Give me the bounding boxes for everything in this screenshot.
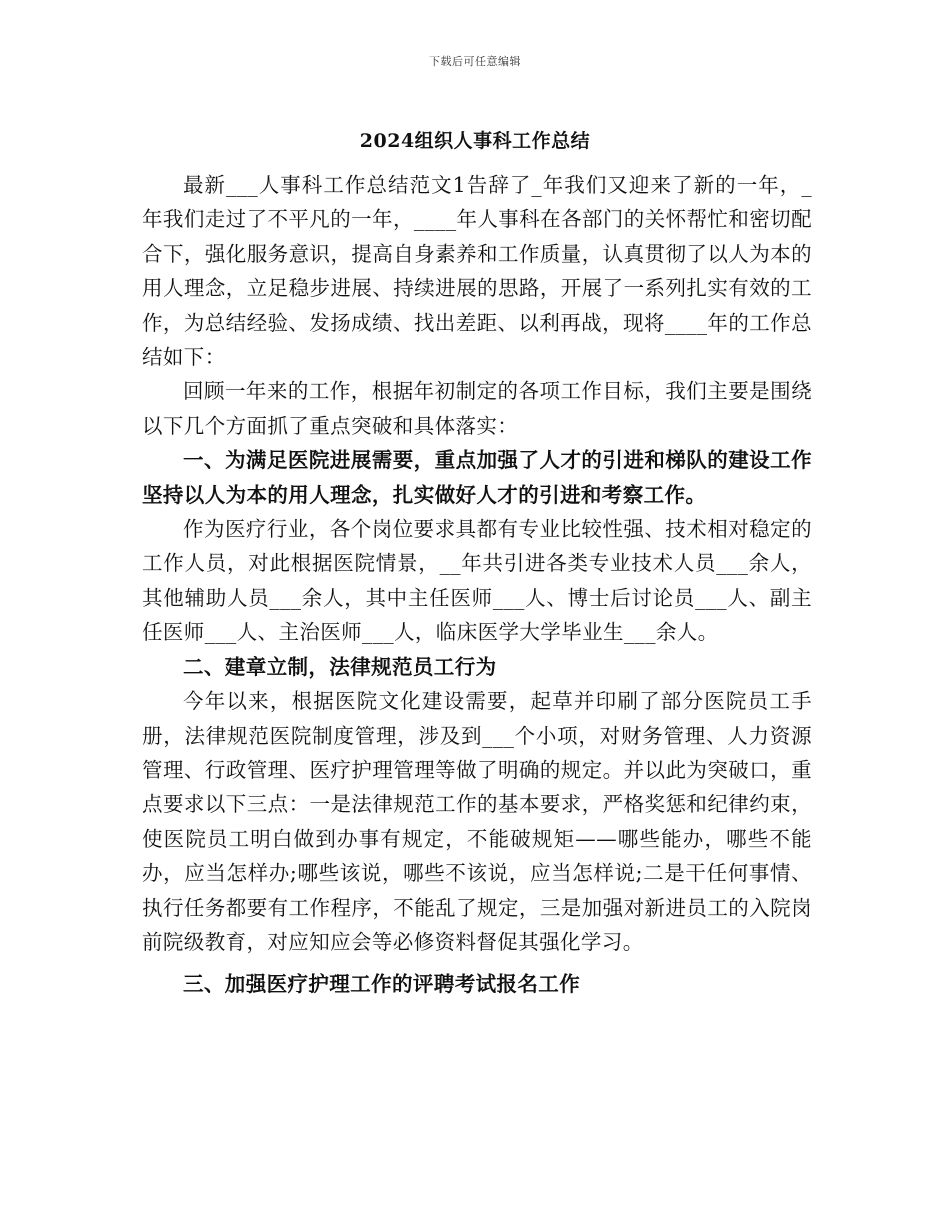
document-title: 2024组织人事科工作总结: [359, 130, 591, 152]
section-2-paragraph: 今年以来，根据医院文化建设需要，起草并印刷了部分医院员工手册，法律规范医院制度管理，涉及到___个小项，对财务管理、人力资源管理、行政管理、医疗护理管理等做了明确的规定。并以此为突破口，重点要求以下三点：一是法律规范工作的基本要求，严格奖惩和纪律约束，使医院员工明白做到办事有规定，不能破规矩——哪些能办，哪些不能办，应当怎样办;哪些该说，哪些不该说，应当怎样说;二是干任何事情、执行任务都要有工作程序，不能乱了规定，三是加强对新进员工的入院岗前院级教育，对应知应会等必修资料督促其强化学习。: [142, 689, 812, 954]
section-heading-2: 二、建章立制，法律规范员工行为: [183, 654, 497, 679]
intro-paragraph: 最新___人事科工作总结范文1告辞了_年我们又迎来了新的一年，_年我们走过了不平凡的一年，____年人事科在各部门的关怀帮忙和密切配合下，强化服务意识，提高自身素养和工作质量，认真贯彻了以人为本的用人理念，立足稳步进展、持续进展的思路，开展了一系列扎实有效的工作，为总结经验、发扬成绩、找出差距、以利再战，现将____年的工作总结如下：: [142, 173, 812, 370]
header-note: 下载后可任意编辑: [429, 55, 521, 68]
document-body: [142, 168, 812, 1002]
review-paragraph: 回顾一年来的工作，根据年初制定的各项工作目标，我们主要是围绕以下几个方面抓了重点突破和具体落实：: [142, 379, 812, 438]
section-heading-3: 三、加强医疗护理工作的评聘考试报名工作: [183, 972, 581, 997]
section-1-paragraph: 作为医疗行业，各个岗位要求具都有专业比较性强、技术相对稳定的工作人员，对此根据医院情景，__年共引进各类专业技术人员___余人，其他辅助人员___余人，其中主任医师___人、博士后讨论员___人、副主任医师___人、主治医师___人，临床医学大学毕业生___余人。: [142, 517, 812, 645]
section-heading-1: 一、为满足医院进展需要，重点加强了人才的引进和梯队的建设工作坚持以人为本的用人理念，扎实做好人才的引进和考察工作。: [142, 448, 812, 507]
